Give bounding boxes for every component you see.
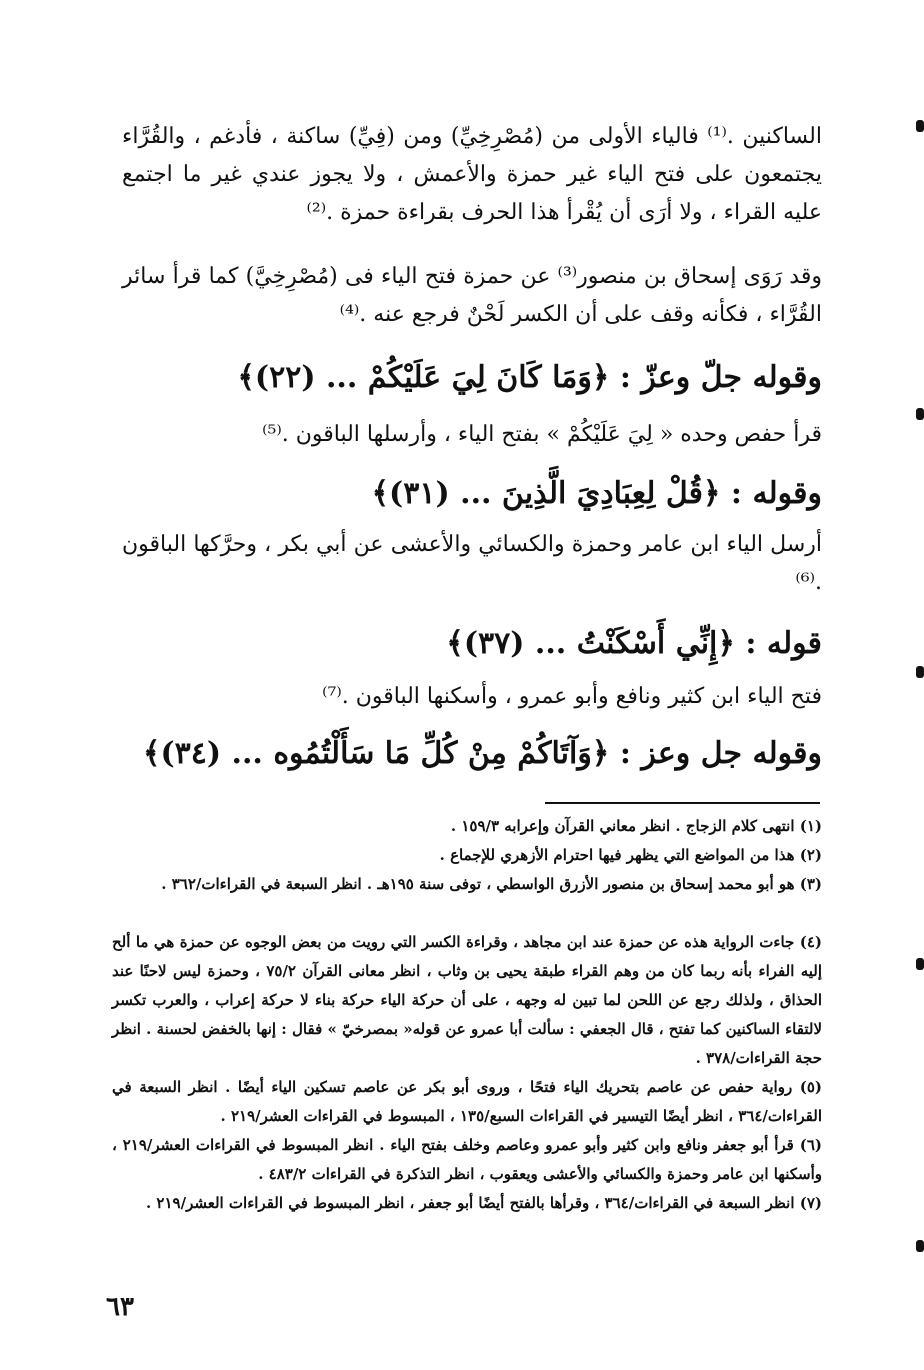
footnote-7: (٧) انظر السبعة في القراءات/٣٦٤ ، وقرأها بالفتح أيضًا أبو جعفر ، انظر المبسوط في القراءات العشر/٢١٩ . <box>145 1194 822 1212</box>
edge-mark-icon <box>916 958 924 970</box>
edge-mark-icon <box>916 120 924 132</box>
footnote-2: (٢) هذا من المواضع التي يظهر فيها احترام الأزهري للإجماع . <box>439 846 822 864</box>
commentary-line-2: أرسل الياء ابن عامر وحمزة والكسائي والأعشى عن أبي بكر ، وحرَّكها الباقون .⁽⁶⁾ <box>122 532 822 595</box>
page-number: ٦٣ <box>106 1292 134 1322</box>
paragraph-2: وقد رَوَى إسحاق بن منصور⁽³⁾ عن حمزة فتح الياء فى (مُصْرِخِيَّ) كما قرأ سائر القُرَّاء ، فكأنه وقف على أن الكسر لَحْنٌ فرجع عنه .⁽⁴⁾ <box>122 264 822 327</box>
verse-line-3: قوله : ﴿إِنِّي أَسْكَنْتُ ... (٣٧)﴾ <box>446 626 822 661</box>
paragraph-1: الساكنين .⁽¹⁾ فالياء الأولى من (مُصْرِخِيِّ) ومن (فِيِّ) ساكنة ، فأدغم ، والقُرَّاء يجتمعون على فتح الياء غير حمزة والأعمش ، ولا يجوز عندي غير ما اجتمع عليه القراء ، ولا أرَى أن يُقْرأ هذا الحرف بقراءة حمزة .⁽²⁾ <box>122 124 822 225</box>
edge-mark-icon <box>916 666 924 678</box>
commentary-line-3: فتح الياء ابن كثير ونافع وأبو عمرو ، وأسكنها الباقون .⁽⁷⁾ <box>322 684 822 709</box>
footnote-6: (٦) قرأ أبو جعفر ونافع وابن كثير وأبو عمرو وعاصم وخلف بفتح الياء . انظر المبسوط في القراءات العشر/٢١٩ ، وأسكنها ابن عامر وحمزة والكسائي والأعشى ويعقوب ، انظر التذكرة في القراءات ٤٨٣/٢ . <box>112 1136 822 1183</box>
footnote-separator <box>545 802 820 804</box>
edge-mark-icon <box>916 408 924 420</box>
edge-mark-icon <box>916 1240 924 1252</box>
verse-line-2: وقوله : ﴿قُلْ لِعِبَادِيَ الَّذِينَ ... (٣١)﴾ <box>371 476 822 511</box>
verse-line-4: وقوله جل وعز : ﴿وَآتَاكُمْ مِنْ كُلِّ مَا سَأَلْتُمُوه ... (٣٤)﴾ <box>142 736 822 771</box>
footnote-3: (٣) هو أبو محمد إسحاق بن منصور الأزرق الواسطي ، توفى سنة ١٩٥هـ . انظر السبعة في القراءات/٣٦٢ . <box>161 875 822 893</box>
verse-line-1: وقوله جلّ وعزّ : ﴿وَمَا كَانَ لِيَ عَلَيْكُمْ ... (٢٢)﴾ <box>237 360 822 395</box>
commentary-line-1: قرأ حفص وحده « لِيَ عَلَيْكُمْ » بفتح الياء ، وأرسلها الباقون .⁽⁵⁾ <box>262 422 822 447</box>
footnote-5: (٥) رواية حفص عن عاصم بتحريك الياء فتحًا ، وروى أبو بكر عن عاصم تسكين الياء أيضًا . انظر السبعة في القراءات/٣٦٤ ، انظر أيضًا التيسير في القراءات السبع/١٣٥ ، المبسوط في القراءات العشر/٢١٩ . <box>112 1078 822 1125</box>
footnote-1: (١) انتهى كلام الزجاج . انظر معاني القرآن وإعرابه ١٥٩/٣ . <box>450 817 822 835</box>
footnote-4: (٤) جاءت الرواية هذه عن حمزة عند ابن مجاهد ، وقراءة الكسر التي رويت من بعض الوجوه عن حمزة هي ما ألح إليه الفراء بأنه ربما كان من وهم القراء طبقة يحيى بن وثاب ، انظر معانى القرآن ٧٥/٢ ، وحمزة ليس لاحنًا عند الحذاق ، ولذلك رجع عن اللحن لما تبين له وجهه ، على أن حركة الياء حركة بناء لا حركة إعراب ، والعرب تكسر لالتقاء الساكنين كما تفتح ، قال الجعفي : سألت أبا عمرو عن قوله« بمصرخيّ » فقال : إنها بالخفض لحسنة . انظر حجة القراءات/٣٧٨ . <box>112 933 822 1067</box>
